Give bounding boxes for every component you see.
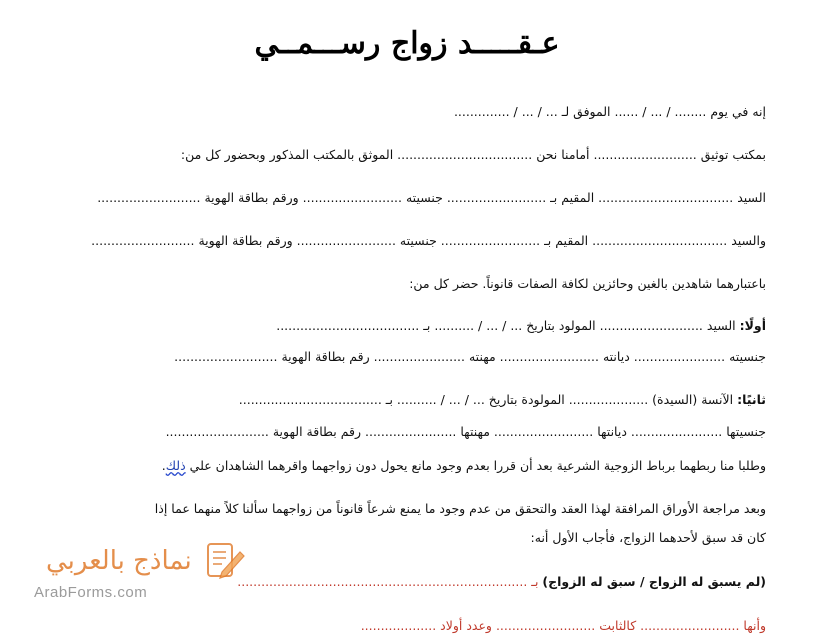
- marriage-status-field: بـ .........................................................................: [237, 574, 543, 589]
- line-husband-2: جنسيته ....................... ديانته ......................... مهنته ....................... رقم بطاقة الهوية ..........................: [174, 349, 766, 364]
- second-party-label: ثانيًا:: [737, 392, 766, 407]
- line-prior-marriage: كان قد سبق لأحدهما الزواج، فأجاب الأول أنه:: [530, 530, 766, 545]
- watermark-english: ArabForms.com: [34, 584, 148, 601]
- page-title: عـقـــــد زواج رســـمــي: [254, 26, 560, 61]
- line-request: [162, 458, 766, 474]
- request-text: وطلبا منا ربطهما برباط الزوجية الشرعية بعد أن قررا بعدم وجود مانع يحول دون زواجهما واقرهما الشاهدان علي: [185, 458, 766, 473]
- line-husband-1: [276, 318, 766, 334]
- line-witness-statement: باعتبارهما شاهدين بالغين وحائزين لكافة الصفات قانوناً. حضر كل من:: [409, 276, 766, 291]
- marriage-status-options: (لم يسبق له الزواج / سبق له الزواج): [542, 574, 766, 589]
- line-witness-1: السيد .................................. المقيم بـ ......................... جنسيته ......................... ورقم بطاقة الهوية ..........................: [97, 190, 766, 205]
- pencil-document-icon: [202, 538, 246, 582]
- that-link: ذلك: [165, 458, 186, 473]
- line-children: وأنها ......................... كالثابت ......................... وعدد أولاد ...................: [360, 618, 766, 633]
- line-wife-1: [239, 392, 766, 408]
- first-party-label: أولًا:: [739, 318, 766, 333]
- line-witness-2: والسيد .................................. المقيم بـ ......................... جنسيته ......................... ورقم بطاقة الهوية ..........................: [91, 233, 766, 248]
- watermark-arabic: نماذج بالعربي: [46, 546, 192, 576]
- husband-details: السيد .......................... المولود بتاريخ ... / ... / .......... بـ ....................................: [276, 318, 740, 333]
- line-wife-2: جنسيتها ....................... ديانتها ......................... مهنتها ....................... رقم بطاقة الهوية ..........................: [165, 424, 766, 439]
- wife-details: الآنسة (السيدة) .................... المولودة بتاريخ ... / ... / .......... بـ ....................................: [238, 392, 738, 407]
- watermark: [16, 538, 256, 608]
- line-marriage-status: [237, 574, 766, 590]
- line-day-date: إنه في يوم ........ / ... / ...... الموفق لـ ... / ... / ..............: [453, 104, 766, 119]
- line-review: وبعد مراجعة الأوراق المرافقة لهذا العقد والتحقق من عدم وجود ما يمنع شرعاً قانوناً من زواجهما سألنا كلاً منهما عما إذا: [154, 501, 766, 516]
- line-office: بمكتب توثيق .......................... أمامنا نحن .................................. الموثق بالمكتب المذكور وبحضور كل من:: [180, 147, 766, 162]
- request-end: .: [161, 458, 166, 473]
